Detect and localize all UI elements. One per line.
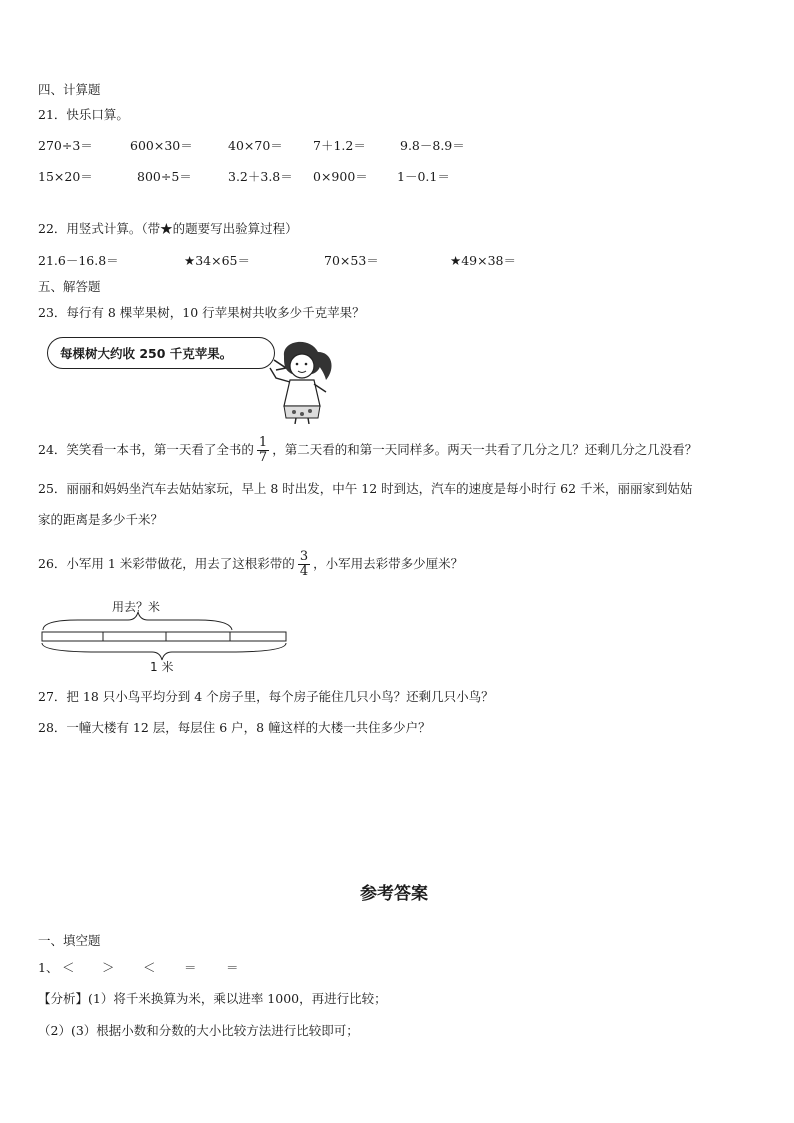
q21-item: 600×30＝ <box>130 138 193 153</box>
answer-1-item: ＜ <box>143 960 156 975</box>
answers-section1: 一、填空题 <box>38 933 101 948</box>
q27-text: 27．把 18 只小鸟平均分到 4 个房子里，每个房子能住几只小鸟？还剩几只小鸟？ <box>38 689 494 704</box>
answer-1-label: 1、 <box>38 960 59 975</box>
q25-line1: 25．丽丽和妈妈坐汽车去姑姑家玩，早上 8 时出发，中午 12 时到达，汽车的速度是每小时行 62 千米，丽丽家到姑姑 <box>38 481 693 496</box>
q21-title: 21．快乐口算。 <box>38 107 129 122</box>
section5-heading: 五、解答题 <box>38 279 101 294</box>
answer-1-item: ＜ <box>62 960 75 975</box>
q26-text-before: 26．小军用 1 米彩带做花，用去了这根彩带的 <box>38 556 295 571</box>
speech-text: 每棵树大约收 250 千克苹果。 <box>60 346 233 361</box>
q22-item: ★49×38＝ <box>450 253 516 268</box>
analysis-line-1: 【分析】(1）将千米换算为米，乘以进率 1000，再进行比较； <box>38 991 387 1006</box>
q21-item: 0×900＝ <box>313 169 368 184</box>
q26-question <box>38 549 463 579</box>
q22-title: 22．用竖式计算。（带★的题要写出验算过程） <box>38 221 298 236</box>
q22-item: 21.6－16.8＝ <box>38 253 119 268</box>
q26-text-after: ，小军用去彩带多少厘米？ <box>313 556 464 571</box>
q24-text-after: ，第二天看的和第一天同样多。两天一共看了几分之几？还剩几分之几没看？ <box>272 442 698 457</box>
section4-heading: 四、计算题 <box>38 82 101 97</box>
girl-illustration <box>240 338 340 424</box>
answer-1-item: ＝ <box>226 960 239 975</box>
q24-fraction <box>257 436 269 465</box>
fraction-numerator: 1 <box>258 435 268 450</box>
q24-question <box>38 435 697 465</box>
q28-text: 28．一幢大楼有 12 层，每层住 6 户，8 幢这样的大楼一共住多少户？ <box>38 720 431 735</box>
fraction-denominator: 4 <box>299 564 309 579</box>
q22-item: ★34×65＝ <box>184 253 250 268</box>
answer-1 <box>38 958 239 976</box>
q24-text-before: 24．笑笑看一本书，第一天看了全书的 <box>38 442 254 457</box>
analysis-line-2: （2）(3）根据小数和分数的大小比较方法进行比较即可； <box>38 1023 359 1038</box>
q21-item: 9.8－8.9＝ <box>400 138 465 153</box>
q23-text: 23．每行有 8 棵苹果树，10 行苹果树共收多少千克苹果？ <box>38 305 365 320</box>
fraction-denominator: 7 <box>258 450 268 465</box>
q22-item: 70×53＝ <box>324 253 379 268</box>
diagram-bottom-label: 1 米 <box>150 660 174 674</box>
answer-1-item: ＝ <box>184 960 197 975</box>
q21-item: 270÷3＝ <box>38 138 93 153</box>
fraction-numerator: 3 <box>299 549 309 564</box>
q21-item: 1－0.1＝ <box>397 169 450 184</box>
q21-item: 40×70＝ <box>228 138 283 153</box>
q21-item: 3.2＋3.8＝ <box>228 169 293 184</box>
diagram-top-label: 用去？米 <box>112 600 161 614</box>
q21-item: 7＋1.2＝ <box>313 138 366 153</box>
q26-fraction <box>298 550 310 579</box>
q25-line2: 家的距离是多少千米？ <box>38 512 164 527</box>
q21-item: 15×20＝ <box>38 169 93 184</box>
answer-1-item: ＞ <box>102 960 115 975</box>
q21-item: 800÷5＝ <box>137 169 192 184</box>
answers-title: 参考答案 <box>360 884 428 904</box>
